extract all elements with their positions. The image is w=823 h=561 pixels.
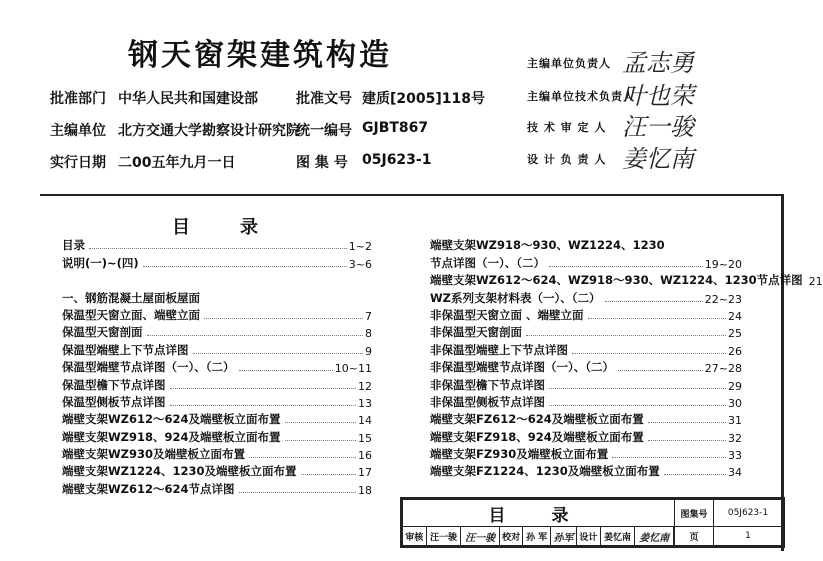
toc-entry[interactable] <box>62 445 372 462</box>
toc-entry-title: 非保温型檐下节点详图 <box>430 377 545 392</box>
dot-leader <box>664 474 726 475</box>
document-title: 钢天窗架建筑构造 <box>128 38 392 73</box>
toc-entry-title: 端壁支架WZ612～624及端壁板立面布置 <box>62 412 281 427</box>
page-number: 1 <box>714 527 783 546</box>
dot-leader <box>285 440 356 441</box>
dot-leader <box>193 353 364 354</box>
toc-entry-page: 7 <box>365 309 372 323</box>
toc-entry[interactable] <box>62 375 372 392</box>
dot-leader <box>170 405 357 406</box>
info-label: 实行日期 <box>50 155 106 171</box>
toc-entry[interactable] <box>62 253 372 270</box>
info-label: 统一编号 <box>296 123 352 139</box>
dot-leader <box>648 422 726 423</box>
toc-entry-page: 18 <box>358 483 372 497</box>
toc-entry-title: 保温型天窗立面、端壁立面 <box>62 307 200 322</box>
design-label: 设计 <box>577 527 601 546</box>
toc-entry-title: 非保温型侧板节点详图 <box>430 394 545 409</box>
toc-entry-title: 端壁支架WZ918、924及端壁板立面布置 <box>62 429 281 444</box>
toc-entry-title: 一、钢筋混凝土屋面板屋面 <box>62 290 200 305</box>
toc-entry-title: 非保温型天窗剖面 <box>430 325 522 340</box>
toc-entry-page: 3~6 <box>348 257 372 271</box>
toc-heading: 目录 <box>172 217 308 238</box>
toc-entry-page: 9 <box>365 344 372 358</box>
toc-entry[interactable] <box>62 306 372 323</box>
toc-entry-page: 13 <box>358 396 372 410</box>
toc-entry-title: 端壁支架FZ1224、1230及端壁板立面布置 <box>430 464 660 479</box>
toc-entry-title: 节点详图（一）、（二） <box>430 255 545 270</box>
dot-leader <box>572 353 726 354</box>
toc-entry-page: 15 <box>358 431 372 445</box>
toc-entry-page: 22~23 <box>704 292 742 306</box>
info-value: 05J623-1 <box>362 152 432 168</box>
dot-leader <box>549 405 726 406</box>
info-value: 中华人民共和国建设部 <box>118 91 258 107</box>
toc-entry-title: 目录 <box>62 238 85 253</box>
toc-entry-title: 端壁支架WZ1224、1230及端壁板立面布置 <box>62 464 297 479</box>
handwritten-signature: 姜忆南 <box>622 145 694 173</box>
toc-entry-page: 33 <box>728 449 742 463</box>
toc-entry-title: 端壁支架WZ918～930、WZ1224、1230 <box>430 238 665 253</box>
info-label: 图 集 号 <box>296 155 348 171</box>
handwritten-signature: 汪一骏 <box>622 113 694 141</box>
design-name: 姜忆南 <box>600 527 635 546</box>
toc-entry[interactable] <box>430 445 742 462</box>
toc-entry-title: 保温型侧板节点详图 <box>62 394 166 409</box>
signature-label: 主编单位负责人 <box>527 57 611 70</box>
toc-entry-page: 26 <box>728 344 742 358</box>
toc-entry-title: 端壁支架WZ612～624、WZ918～930、WZ1224、1230节点详图 <box>430 273 803 288</box>
toc-entry[interactable] <box>430 253 742 270</box>
toc-entry[interactable] <box>430 462 742 479</box>
toc-entry[interactable] <box>430 288 742 305</box>
toc-entry[interactable] <box>430 306 742 323</box>
page-label: 页 <box>675 527 714 546</box>
signature-label: 主编单位技术负责人 <box>527 90 635 103</box>
toc-entry-title: WZ系列支架材料表（一）、（二） <box>430 290 601 305</box>
toc-entry-title: 端壁支架FZ930及端壁板立面布置 <box>430 447 609 462</box>
info-value: 建质[2005]118号 <box>362 91 485 107</box>
sheet-name: 目 录 <box>403 500 675 527</box>
info-label: 批准文号 <box>296 91 352 107</box>
toc-entry-page: 30 <box>728 396 742 410</box>
review-signature: 汪一骏 <box>461 527 499 546</box>
dot-leader <box>239 370 333 371</box>
info-value: 二00五年九月一日 <box>118 155 236 171</box>
toc-entry[interactable] <box>430 393 742 410</box>
dot-leader <box>204 318 363 319</box>
dot-leader <box>170 388 357 389</box>
toc-entry-page: 1~2 <box>348 240 372 254</box>
check-name: 孙 军 <box>523 527 550 546</box>
toc-entry[interactable] <box>430 375 742 392</box>
toc-entry-page: 8 <box>365 327 372 341</box>
toc-entry[interactable] <box>430 410 742 427</box>
check-signature: 孙军 <box>550 527 576 546</box>
toc-left-column <box>62 236 372 497</box>
dot-leader <box>285 422 356 423</box>
dot-leader <box>249 457 356 458</box>
check-label: 校对 <box>499 527 523 546</box>
toc-entry[interactable] <box>62 340 372 357</box>
dot-leader <box>143 266 347 267</box>
info-label: 批准部门 <box>50 91 106 107</box>
dot-leader <box>526 335 726 336</box>
toc-entry[interactable] <box>62 358 372 375</box>
handwritten-signature: 孟志勇 <box>622 49 694 77</box>
handwritten-signature: 叶也荣 <box>622 82 694 110</box>
info-value: GJBT867 <box>362 120 429 136</box>
toc-entry-page: 16 <box>358 449 372 463</box>
info-value: 北方交通大学勘察设计研究院 <box>118 123 300 139</box>
dot-leader <box>147 335 364 336</box>
toc-entry[interactable] <box>62 236 372 253</box>
signature-label: 设 计 负 责 人 <box>527 153 607 166</box>
dot-leader <box>301 474 356 475</box>
atlas-label: 图集号 <box>675 500 714 527</box>
dot-leader <box>89 248 347 249</box>
toc-entry-title: 保温型檐下节点详图 <box>62 377 166 392</box>
review-name: 汪一骏 <box>426 527 461 546</box>
toc-entry[interactable] <box>430 340 742 357</box>
dot-leader <box>588 318 726 319</box>
toc-entry[interactable] <box>430 358 742 375</box>
title-block <box>400 497 785 548</box>
dot-leader <box>648 440 726 441</box>
toc-entry-title: 端壁支架FZ918、924及端壁板立面布置 <box>430 429 644 444</box>
toc-entry-title: 保温型天窗剖面 <box>62 325 143 340</box>
toc-entry-page: 29 <box>728 379 742 393</box>
toc-entry-title: 说明(一)~(四) <box>62 255 139 270</box>
toc-entry-title: 端壁支架WZ930及端壁板立面布置 <box>62 447 246 462</box>
toc-entry-page: 34 <box>728 466 742 480</box>
toc-entry-page: 27~28 <box>704 362 742 376</box>
toc-entry[interactable] <box>62 427 372 444</box>
dot-leader <box>239 492 356 493</box>
toc-entry-page: 24 <box>728 309 742 323</box>
dot-leader <box>612 457 726 458</box>
signature-label: 技 术 审 定 人 <box>527 121 607 134</box>
dot-leader <box>549 266 703 267</box>
toc-entry[interactable] <box>430 236 742 253</box>
toc-entry[interactable] <box>62 393 372 410</box>
dot-leader <box>605 301 703 302</box>
toc-entry[interactable] <box>62 410 372 427</box>
toc-entry-title: 非保温型端壁上下节点详图 <box>430 342 568 357</box>
toc-entry-page: 21 <box>808 275 823 289</box>
toc-entry-page: 12 <box>358 379 372 393</box>
toc-entry-page: 32 <box>728 431 742 445</box>
toc-right-column <box>430 236 823 480</box>
dot-leader <box>549 388 726 389</box>
design-signature: 姜忆南 <box>635 527 674 546</box>
toc-entry[interactable] <box>62 479 372 496</box>
toc-entry[interactable] <box>62 323 372 340</box>
toc-entry-page: 14 <box>358 414 372 428</box>
toc-entry-page: 10~11 <box>334 362 372 376</box>
toc-entry[interactable] <box>62 288 372 305</box>
review-label: 审核 <box>403 527 427 546</box>
info-label: 主编单位 <box>50 123 106 139</box>
toc-entry-title: 端壁支架WZ612～624节点详图 <box>62 481 235 496</box>
toc-entry-title: 端壁支架FZ612～624及端壁板立面布置 <box>430 412 644 427</box>
toc-entry-title: 非保温型端壁节点详图（一）、（二） <box>430 360 614 375</box>
toc-entry[interactable] <box>430 271 823 289</box>
toc-entry-page: 17 <box>358 466 372 480</box>
toc-entry[interactable] <box>430 427 742 444</box>
toc-entry-page: 25 <box>728 327 742 341</box>
atlas-value: 05J623-1 <box>714 500 783 527</box>
toc-entry[interactable] <box>430 323 742 340</box>
toc-entry-title: 保温型端壁上下节点详图 <box>62 342 189 357</box>
toc-entry-page: 19~20 <box>704 257 742 271</box>
toc-entry-page: 31 <box>728 414 742 428</box>
dot-leader <box>618 370 703 371</box>
toc-entry[interactable] <box>62 462 372 479</box>
toc-entry-title: 保温型端壁节点详图（一）、（二） <box>62 360 235 375</box>
toc-entry-title: 非保温型天窗立面 、端壁立面 <box>430 307 584 322</box>
toc-entry[interactable] <box>62 271 372 288</box>
